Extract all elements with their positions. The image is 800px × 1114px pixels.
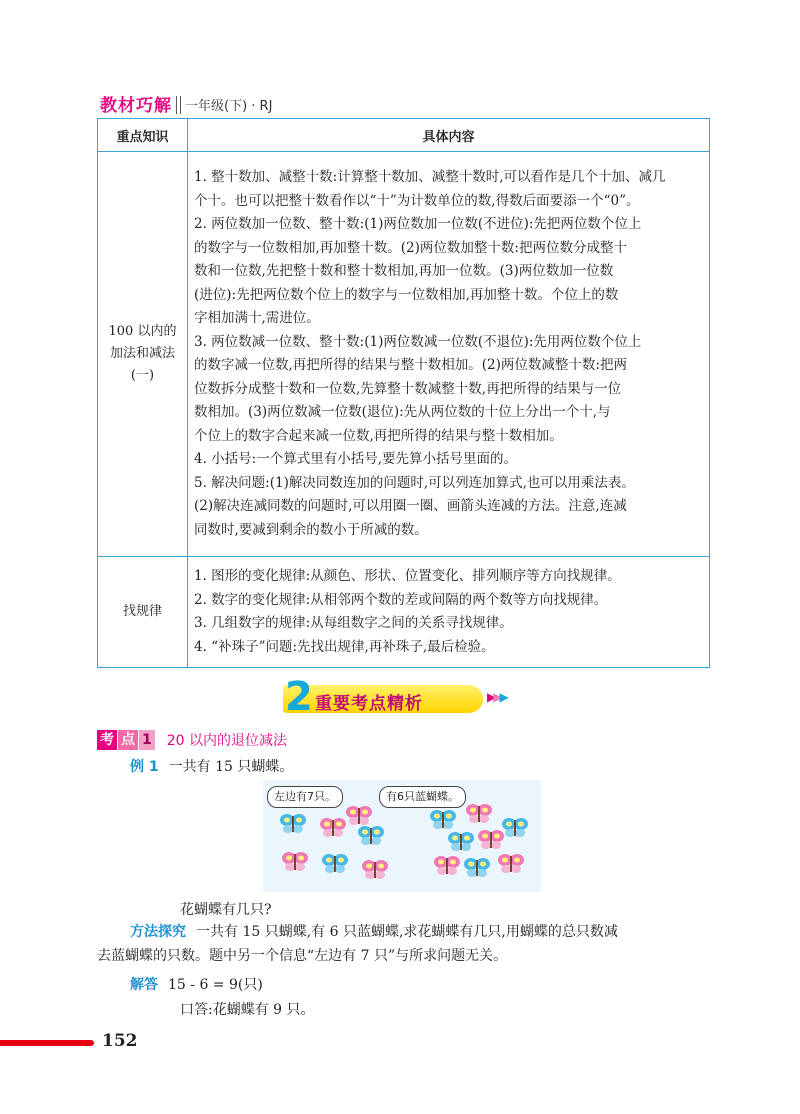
topic-line: 100 以内的	[108, 324, 177, 339]
section-number: 2	[285, 674, 313, 720]
kaodian-title: 20 以内的退位减法	[166, 733, 288, 749]
table-row	[98, 152, 710, 557]
answer-reply: 口答:花蝴蝶有 9 只。	[180, 1002, 315, 1018]
content-line: 1. 图形的变化规律:从颜色、形状、位置变化、排列顺序等方向找规律。	[194, 568, 621, 584]
book-title: 教材巧解	[100, 96, 172, 116]
butterfly-icon	[358, 826, 384, 845]
content-line: 个十。也可以把整十数看作以“十”为计数单位的数,得数后面要添一个“0”。	[194, 192, 640, 209]
content-line: 3. 两位数减一位数、整十数:(1)两位数减一位数(不退位):先用两位数个位上	[194, 333, 642, 350]
topic-line: (一)	[130, 368, 155, 383]
content-cell	[188, 557, 710, 668]
example-label: 例 1	[130, 759, 159, 775]
answer-equation: 15 - 6 = 9(只)	[168, 977, 263, 993]
topic-cell: 找规律	[98, 557, 188, 668]
content-line: 的数字与一位数相加,再加整十数。(2)两位数加整十数:把两位数分成整十	[194, 239, 627, 256]
butterfly-icon	[430, 810, 456, 829]
page-number: 152	[102, 1031, 138, 1051]
content-line: 数和一位数,先把整十数和整十数相加,再加一位数。(3)两位数加一位数	[194, 263, 614, 279]
content-cell	[188, 152, 710, 557]
butterfly-icon	[434, 856, 460, 875]
kaodian-tag: 点	[118, 730, 138, 750]
section-title: 重要考点精析	[315, 694, 423, 714]
butterfly-icon	[478, 830, 504, 849]
example-line	[130, 755, 293, 779]
butterfly-icon	[346, 806, 372, 825]
kaodian-number: 1	[139, 730, 155, 750]
butterfly-icon	[464, 858, 490, 877]
content-line: (进位):先把两位数个位上的数字与一位数相加,再加整十数。个位上的数	[194, 286, 619, 303]
butterfly-icon	[466, 804, 492, 823]
section-banner	[283, 674, 518, 720]
butterfly-icon	[282, 852, 308, 871]
butterfly-icon	[362, 860, 388, 879]
method-line-2: 去蓝蝴蝶的只数。题中另一个信息“左边有 7 只”与所求问题无关。	[97, 948, 508, 964]
topic-line: 加法和减法	[109, 346, 175, 361]
content-line: 个位上的数字合起来减一位数,再把所得的结果与整十数相加。	[194, 427, 563, 444]
content-line: 同数时,要减到剩余的数小于所减的数。	[194, 521, 428, 538]
content-line: 字相加满十,需进位。	[194, 310, 320, 326]
butterfly-icon	[448, 832, 474, 851]
question-line: 花蝴蝶有几只?	[180, 902, 272, 918]
kaodian-tag: 考	[97, 730, 117, 750]
table-row	[98, 557, 710, 668]
butterfly-icon	[498, 854, 524, 873]
content-line: 数相加。(3)两位数减一位数(退位):先从两位数的十位上分出一个十,与	[194, 404, 611, 420]
butterflies-svg	[263, 780, 541, 892]
content-line: 4. 小括号:一个算式里有小括号,要先算小括号里面的。	[194, 451, 518, 467]
knowledge-table	[97, 118, 710, 668]
content-line: 的数字减一位数,再把所得的结果与整十数相加。(2)两位数减整十数:把两	[194, 357, 627, 373]
running-header	[100, 92, 272, 116]
header-divider	[176, 96, 181, 114]
grade-label: 一年级(下) · RJ	[185, 99, 273, 114]
column-header-topic: 重点知识	[98, 119, 188, 152]
topic-cell	[98, 152, 188, 557]
butterfly-illustration	[263, 780, 541, 892]
butterfly-icon	[322, 854, 348, 873]
content-line: 2. 两位数加一位数、整十数:(1)两位数加一位数(不进位):先把两位数个位上	[194, 216, 642, 232]
answer-line	[130, 973, 263, 997]
content-line: 1. 整十数加、减整十数:计算整十数加、减整十数时,可以看作是几个十加、减几	[194, 169, 666, 185]
speech-bubble-left: 左边有7只。	[267, 786, 343, 808]
content-line: 5. 解决问题:(1)解决同数连加的问题时,可以列连加算式,也可以用乘法表。	[194, 474, 635, 491]
example-text: 一共有 15 只蝴蝶。	[168, 759, 294, 775]
footer-bar	[0, 1040, 94, 1046]
method-text: 一共有 15 只蝴蝶,有 6 只蓝蝴蝶,求花蝴蝶有几只,用蝴蝶的总只数减	[196, 924, 618, 940]
butterfly-icon	[280, 814, 306, 833]
content-line: 4. “补珠子”问题:先找出规律,再补珠子,最后检验。	[194, 638, 495, 655]
kaodian-heading	[97, 730, 287, 750]
answer-label: 解答	[130, 977, 158, 993]
content-line: 2. 数字的变化规律:从相邻两个数的差或间隔的两个数等方向找规律。	[194, 591, 608, 608]
method-label: 方法探究	[130, 924, 186, 940]
content-line: 3. 几组数字的规律:从每组数字之间的关系寻找规律。	[194, 615, 513, 631]
content-line: (2)解决连减同数的问题时,可以用圈一圈、画箭头连减的方法。注意,连减	[194, 498, 627, 514]
table-header-row	[98, 119, 710, 152]
butterfly-icon	[502, 818, 528, 837]
column-header-content: 具体内容	[188, 119, 710, 152]
triple-arrow-icon: ▶▶▶	[487, 690, 506, 704]
butterfly-icon	[320, 818, 346, 837]
speech-bubble-right: 有6只蓝蝴蝶。	[379, 786, 466, 808]
method-line	[130, 920, 618, 944]
content-line: 位数拆分成整十数和一位数,先算整十数减整十数,再把所得的结果与一位	[194, 380, 622, 397]
